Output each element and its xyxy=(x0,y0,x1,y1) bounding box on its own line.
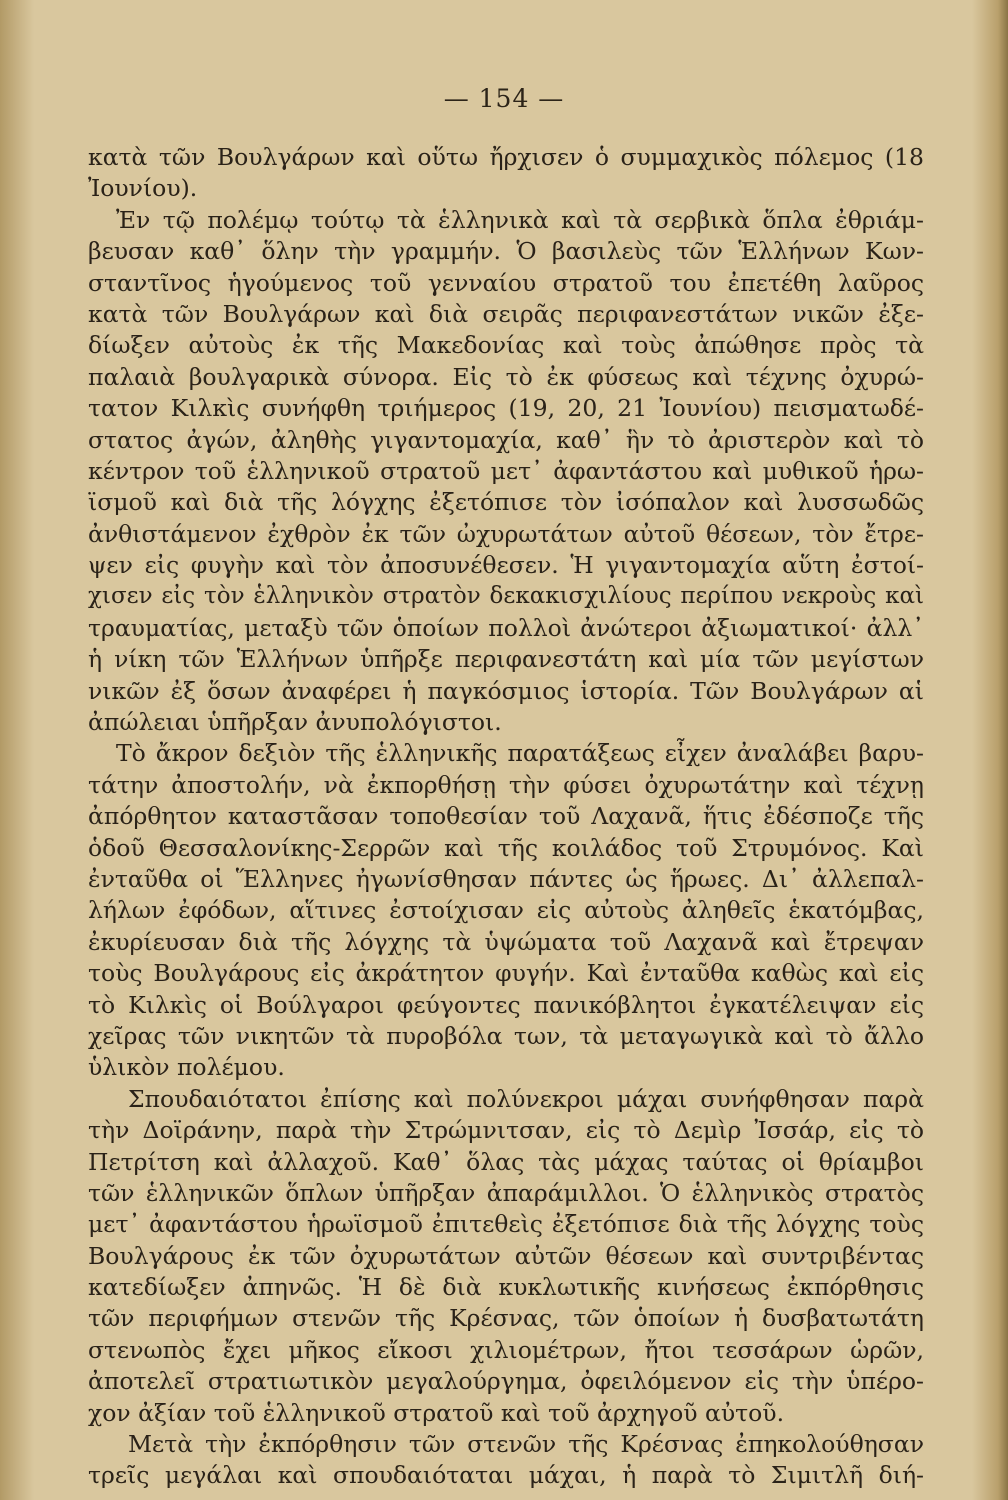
text-line: τοὺς Βουλγάρους εἰς ἀκράτητον φυγήν. Καὶ ἐνταῦθα καθὼς καὶ εἰς xyxy=(88,959,924,988)
text-line: Μετὰ τὴν ἐκπόρθησιν τῶν στενῶν τῆς Κρέσνας ἐπηκολούθησαν xyxy=(128,1430,924,1459)
text-line: τὸ Κιλκὶς οἱ Βούλγαροι φεύγοντες πανικόβλητοι ἐγκατέλειψαν εἰς xyxy=(88,990,924,1019)
text-line: λήλων ἐφόδων, αἵτινες ἐστοίχισαν εἰς αὐτοὺς ἀληθεῖς ἑκατόμβας, xyxy=(88,896,924,925)
text-line: τῶν ἑλληνικῶν ὅπλων ὑπῆρξαν ἀπαράμιλλοι. Ὁ ἑλληνικὸς στρατὸς xyxy=(88,1178,924,1207)
text-line: κατὰ τῶν Βουλγάρων καὶ διὰ σειρᾶς περιφανεστάτων νικῶν ἐξε- xyxy=(88,299,924,328)
text-line: κατεδίωξεν ἀπηνῶς. Ἡ δὲ διὰ κυκλωτικῆς κινήσεως ἐκπόρθησις xyxy=(88,1273,924,1302)
text-line: δίωξεν αὐτοὺς ἐκ τῆς Μακεδονίας καὶ τοὺς ἀπώθησε πρὸς τὰ xyxy=(88,331,924,360)
text-line: χισεν εἰς τὸν ἑλληνικὸν στρατὸν δεκακισχιλίους περίπου νεκροὺς καὶ xyxy=(88,583,924,610)
text-line: στατος ἀγών, ἀληθὴς γιγαντομαχία, καθ᾽ ἣν τὸ ἀριστερὸν καὶ τὸ xyxy=(88,425,924,454)
text-line: τρεῖς μεγάλαι καὶ σπουδαιόταται μάχαι, ἡ παρὰ τὸ Σιμιτλῆ διή- xyxy=(88,1461,924,1490)
text-line: παλαιὰ βουλγαρικὰ σύνορα. Εἰς τὸ ἐκ φύσεως καὶ τέχνης ὀχυρώ- xyxy=(88,362,924,391)
text-line: κέντρον τοῦ ἑλληνικοῦ στρατοῦ μετ᾽ ἀφαντάστου καὶ μυθικοῦ ἡρω- xyxy=(88,456,924,485)
text-line: τάτην ἀποστολήν, νὰ ἐκπορθήσῃ τὴν φύσει ὀχυρωτάτην καὶ τέχνῃ xyxy=(88,770,924,799)
text-line: Σπουδαιότατοι ἐπίσης καὶ πολύνεκροι μάχαι συνήφθησαν παρὰ xyxy=(128,1084,924,1113)
text-line: Ἐν τῷ πολέμῳ τούτῳ τὰ ἑλληνικὰ καὶ τὰ σερβικὰ ὅπλα ἐθριάμ- xyxy=(116,205,924,234)
text-line: Τὸ ἄκρον δεξιὸν τῆς ἑλληνικῆς παρατάξεως εἶχεν ἀναλάβει βαρυ- xyxy=(116,739,924,768)
text-line: ὁδοῦ Θεσσαλονίκης-Σερρῶν καὶ τῆς κοιλάδος τοῦ Στρυμόνος. Καὶ xyxy=(88,833,924,862)
text-line: ἀπόρθητον καταστᾶσαν τοποθεσίαν τοῦ Λαχανᾶ, ἥτις ἐδέσποζε τῆς xyxy=(88,802,924,831)
text-line: σταντῖνος ἡγούμενος τοῦ γενναίου στρατοῦ του ἐπετέθη λαῦρος xyxy=(88,268,924,297)
text-line: βευσαν καθ᾽ ὅλην τὴν γραμμήν. Ὁ βασιλεὺς τῶν Ἑλλήνων Κων- xyxy=(88,237,924,266)
body-text xyxy=(88,142,924,1492)
page-number: — 154 — xyxy=(443,84,565,113)
text-line: ἡ νίκη τῶν Ἑλλήνων ὑπῆρξε περιφανεστάτη καὶ μία τῶν μεγίστων xyxy=(88,645,924,674)
text-line: Πετρίτση καὶ ἀλλαχοῦ. Καθ᾽ ὅλας τὰς μάχας ταύτας οἱ θρίαμβοι xyxy=(88,1147,924,1176)
text-line: κατὰ τῶν Βουλγάρων καὶ οὕτω ἤρχισεν ὁ συμμαχικὸς πόλεμος (18 xyxy=(88,143,924,171)
text-line: τατον Κιλκὶς συνήφθη τριήμερος (19, 20, 21 Ἰουνίου) πεισματωδέ- xyxy=(88,394,924,423)
text-line: ϊσμοῦ καὶ διὰ τῆς λόγχης ἐξετόπισε τὸν ἰσόπαλον καὶ λυσσωδῶς xyxy=(88,488,924,517)
text-line: ἐνταῦθα οἱ Ἕλληνες ἠγωνίσθησαν πάντες ὡς ἥρωες. Δι᾽ ἀλλεπαλ- xyxy=(88,864,924,893)
text-line: ἀπώλειαι ὑπῆρξαν ἀνυπολόγιστοι. xyxy=(88,708,502,737)
text-line: Βουλγάρους ἐκ τῶν ὀχυρωτάτων αὐτῶν θέσεων καὶ συντριβέντας xyxy=(88,1241,924,1270)
text-line: ἀνθιστάμενον ἐχθρὸν ἐκ τῶν ὠχυρωτάτων αὐτοῦ θέσεων, τὸν ἔτρε- xyxy=(88,519,924,548)
text-line: τῶν περιφήμων στενῶν τῆς Κρέσνας, τῶν ὁποίων ἡ δυσβατωτάτη xyxy=(88,1304,924,1333)
text-line: χον ἀξίαν τοῦ ἑλληνικοῦ στρατοῦ καὶ τοῦ ἀρχηγοῦ αὐτοῦ. xyxy=(88,1398,785,1427)
text-line: ἀποτελεῖ στρατιωτικὸν μεγαλούργημα, ὀφειλόμενον εἰς τὴν ὑπέρο- xyxy=(88,1367,924,1396)
text-line: χεῖρας τῶν νικητῶν τὰ πυροβόλα των, τὰ μεταγωγικὰ καὶ τὸ ἄλλο xyxy=(88,1021,924,1050)
page-gutter-shadow xyxy=(0,0,34,1500)
text-line: ψεν εἰς φυγὴν καὶ τὸν ἀποσυνέθεσεν. Ἡ γιγαντομαχία αὕτη ἐστοί- xyxy=(88,551,924,580)
text-line: νικῶν ἐξ ὅσων ἀναφέρει ἡ παγκόσμιος ἱστορία. Τῶν Βουλγάρων αἱ xyxy=(88,676,924,705)
text-line: τὴν Δοϊράνην, παρὰ τὴν Στρώμνιτσαν, εἰς τὸ Δεμὶρ Ἰσσάρ, εἰς τὸ xyxy=(88,1116,924,1145)
page-edge-shadow xyxy=(972,0,1008,1500)
text-line: στενωπὸς ἔχει μῆκος εἴκοσι χιλιομέτρων, ἤτοι τεσσάρων ὡρῶν, xyxy=(88,1335,924,1364)
text-line: τραυματίας, μεταξὺ τῶν ὁποίων πολλοὶ ἀνώτεροι ἀξιωματικοί· ἀλλ᾽ xyxy=(88,613,924,642)
text-line: μετ᾽ ἀφαντάστου ἡρωϊσμοῦ ἐπιτεθεὶς ἐξετόπισε διὰ τῆς λόγχης τοὺς xyxy=(88,1210,924,1239)
text-line: ἐκυρίευσαν διὰ τῆς λόγχης τὰ ὑψώματα τοῦ Λαχανᾶ καὶ ἔτρεψαν xyxy=(88,927,924,956)
text-line: Ἰουνίου). xyxy=(88,174,198,203)
text-line: ὑλικὸν πολέμου. xyxy=(88,1053,285,1082)
